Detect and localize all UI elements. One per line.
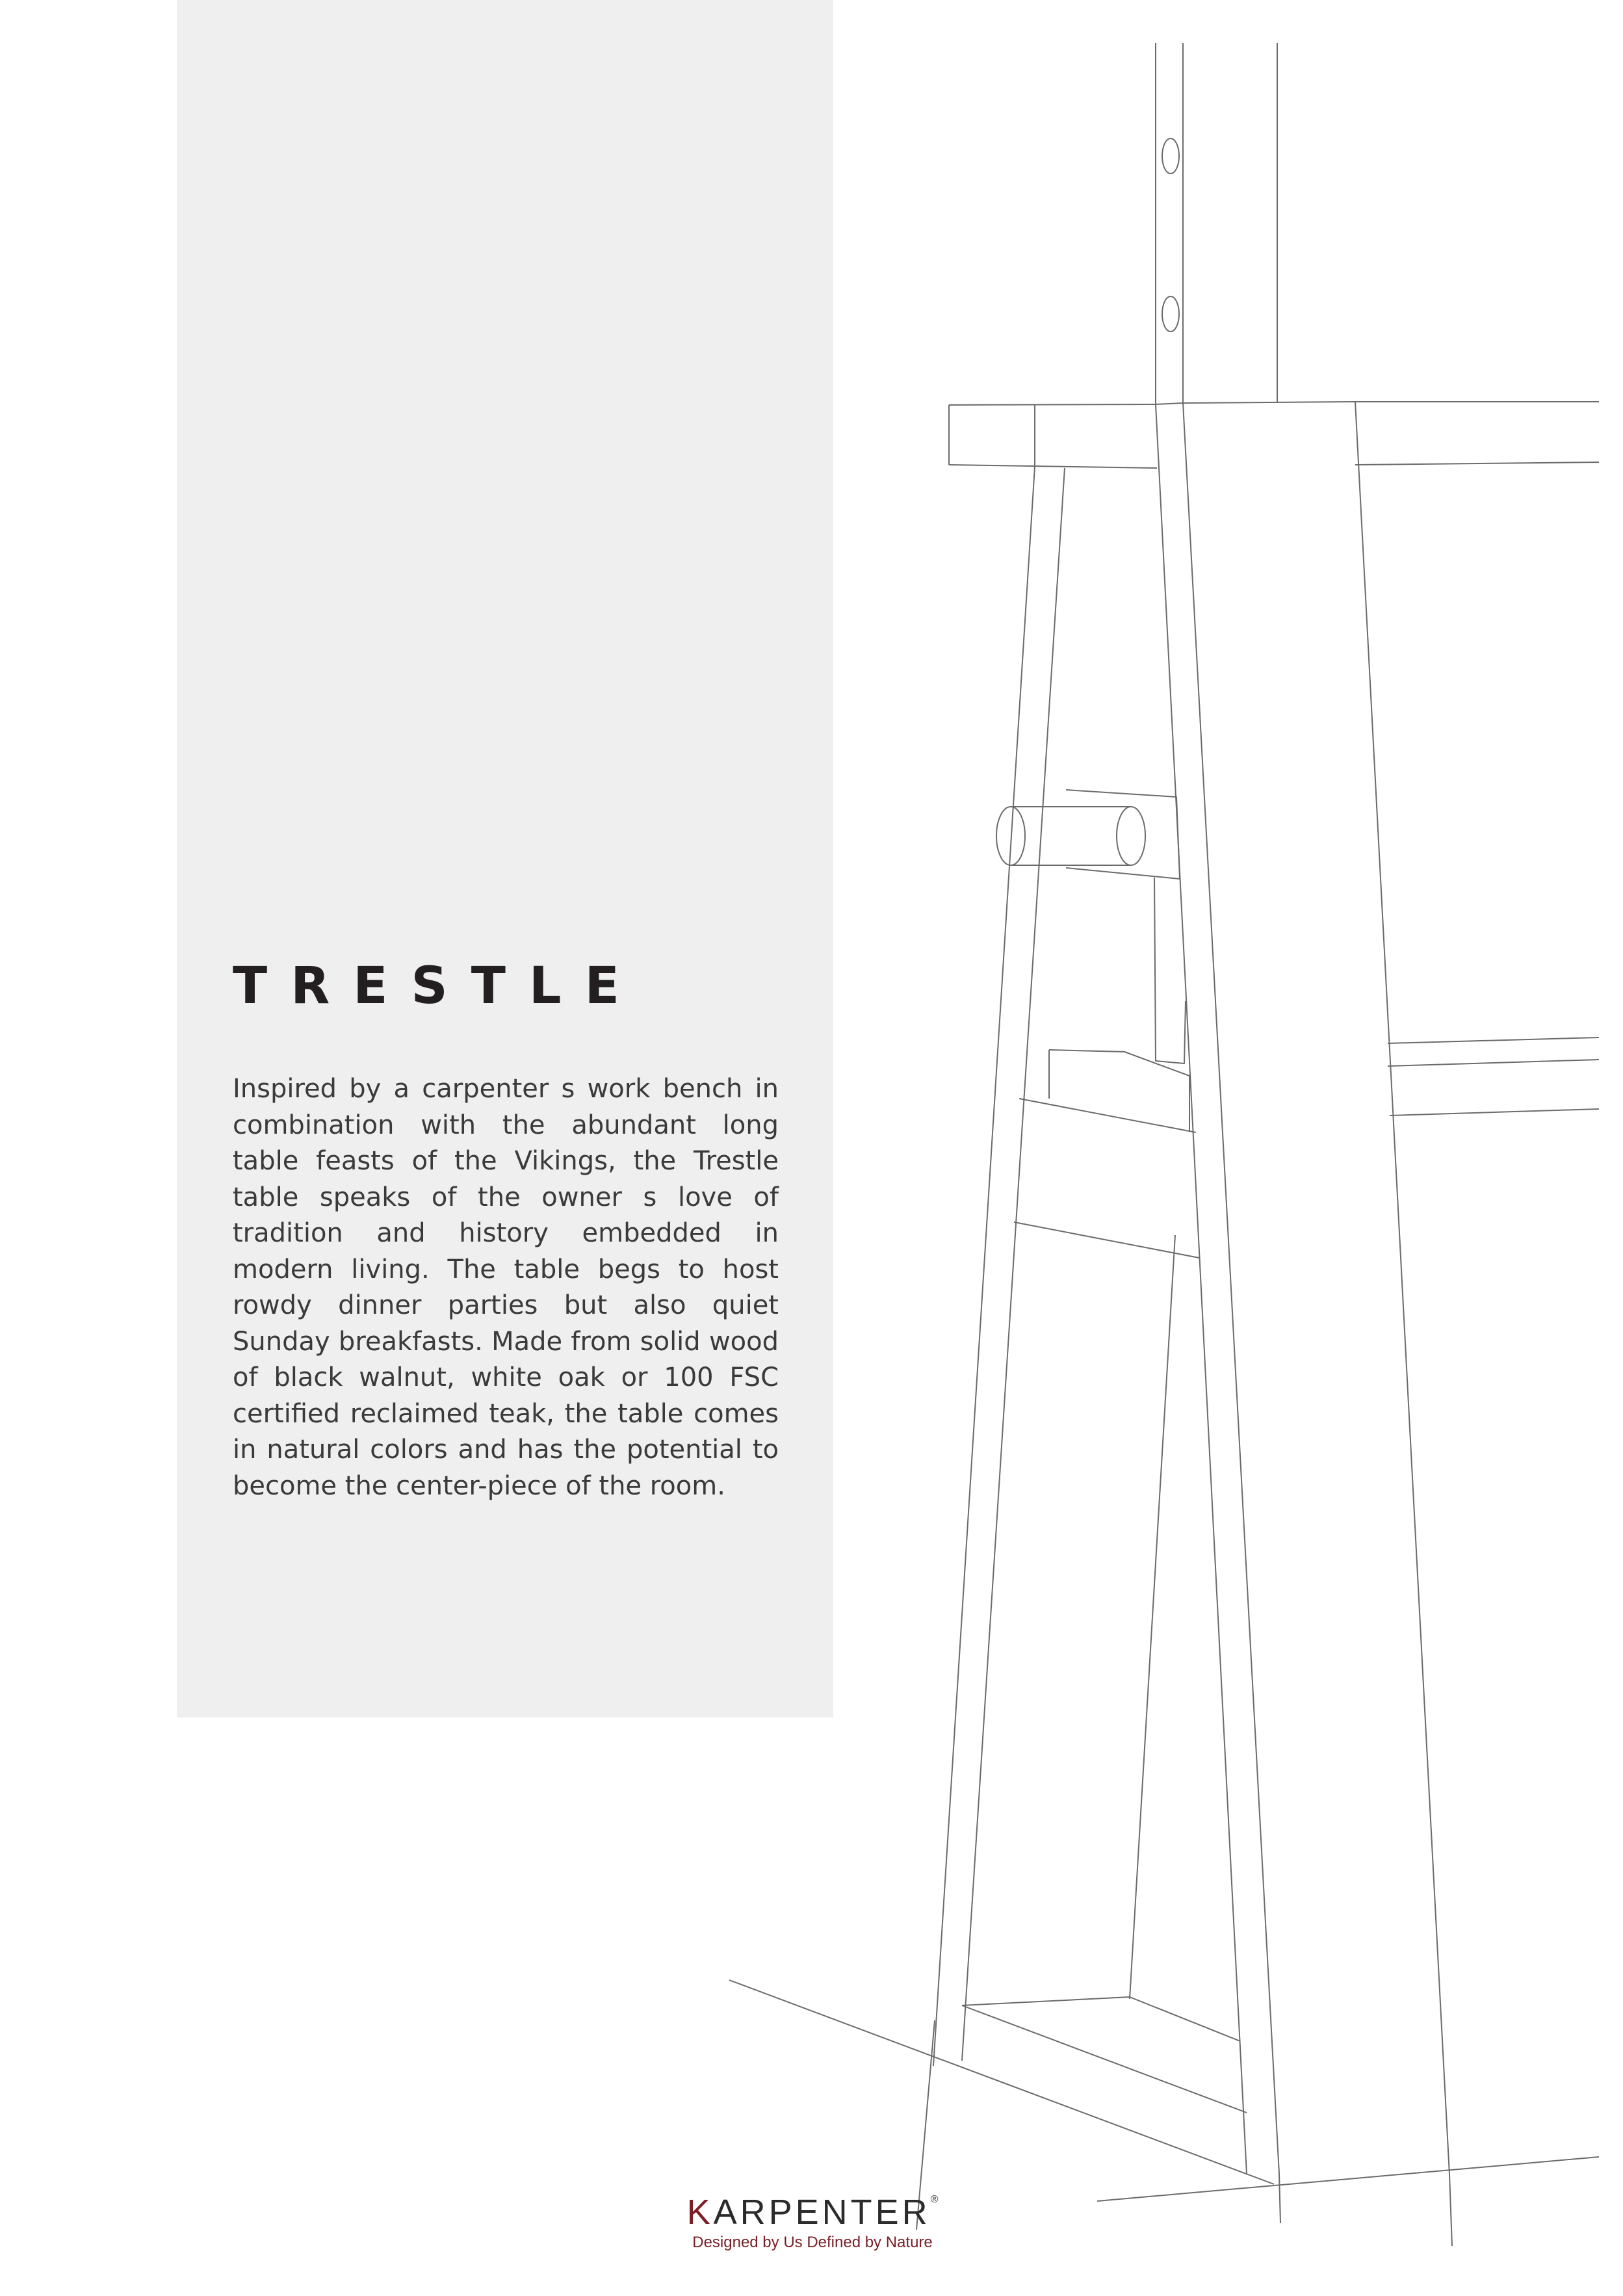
brand-logo: [650, 2195, 975, 2250]
registered-mark: ®: [930, 2194, 939, 2205]
product-title: TRESTLE: [233, 957, 643, 1015]
product-description: Inspired by a carpenter s work bench in combination with the abundant long table feasts of the Vikings, the Trestle table speaks of the owner s love of tradition and history embedded in modern living. The table begs to host rowdy dinner parties but also quiet Sunday breakfasts. Made from solid wood of black walnut, white oak or 100 FSC certified reclaimed teak, the table comes in natural colors and has the potential to become the center-piece of the room.: [233, 1074, 779, 1501]
brand-name-rest: ARPENTER: [713, 2193, 931, 2232]
brand-tagline: Designed by Us Defined by Nature: [692, 2234, 933, 2251]
brand-wordmark: [650, 2195, 975, 2230]
brand-initial: K: [686, 2193, 714, 2232]
